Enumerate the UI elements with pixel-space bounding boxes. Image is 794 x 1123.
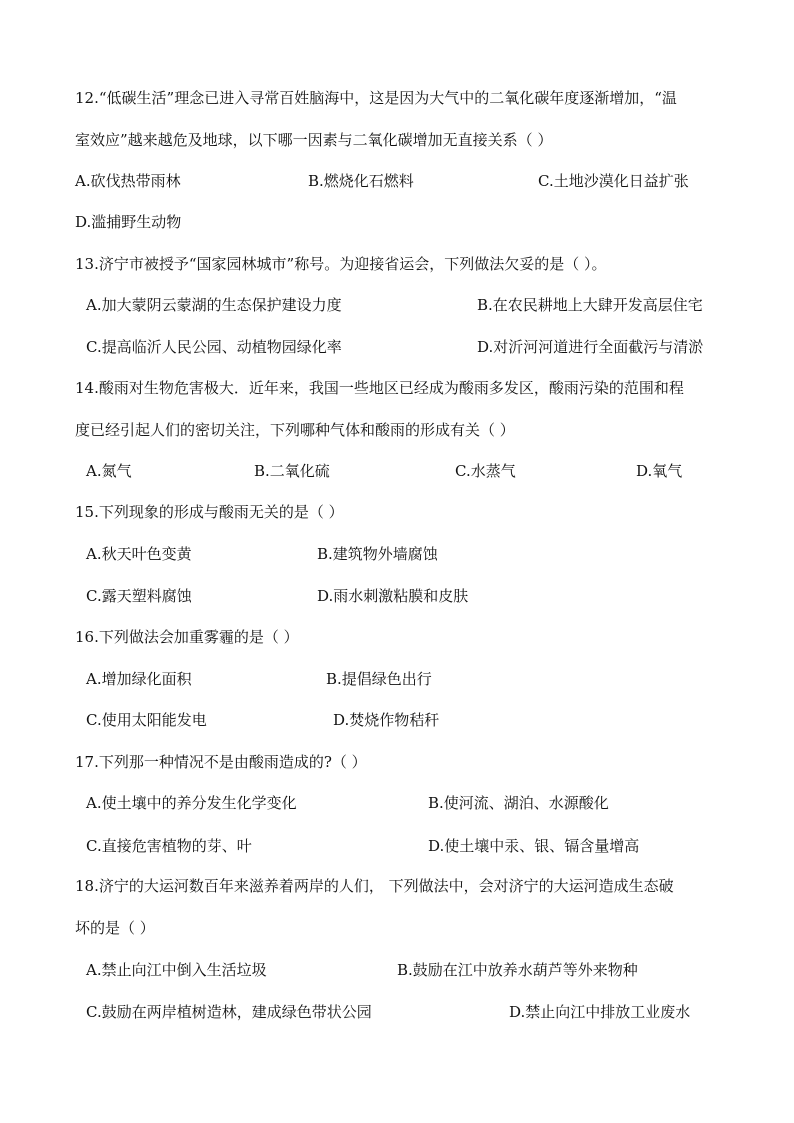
question-15-option-d: D.雨水刺激粘膜和皮肤 bbox=[317, 587, 469, 605]
question-17-option-c: C.直接危害植物的芽、叶 bbox=[86, 837, 252, 855]
question-14-option-d: D.氧气 bbox=[636, 462, 683, 480]
question-16-stem: 16.下列做法会加重雾霾的是（ ） bbox=[75, 628, 299, 646]
question-18-stem-line-1: 18.济宁的大运河数百年来滋养着两岸的人们， 下列做法中，会对济宁的大运河造成生态破 bbox=[75, 877, 674, 895]
question-13-option-d: D.对沂河河道进行全面截污与清淤 bbox=[477, 338, 704, 356]
question-15-option-a: A.秋天叶色变黄 bbox=[86, 545, 192, 563]
question-12-option-a: A.砍伐热带雨林 bbox=[75, 172, 181, 190]
question-17-option-a: A.使土壤中的养分发生化学变化 bbox=[86, 794, 297, 812]
question-14-option-c: C.水蒸气 bbox=[455, 462, 516, 480]
question-15-option-b: B.建筑物外墙腐蚀 bbox=[317, 545, 438, 563]
question-16-option-d: D.焚烧作物秸秆 bbox=[333, 711, 440, 729]
question-18-option-c: C.鼓励在两岸植树造林，建成绿色带状公园 bbox=[86, 1003, 372, 1021]
question-17-option-b: B.使河流、湖泊、水源酸化 bbox=[428, 794, 609, 812]
question-18-option-b: B.鼓励在江中放养水葫芦等外来物种 bbox=[397, 961, 638, 979]
question-16-option-b: B.提倡绿色出行 bbox=[326, 670, 432, 688]
question-14-option-b: B.二氧化硫 bbox=[254, 462, 330, 480]
question-16-option-a: A.增加绿化面积 bbox=[86, 670, 192, 688]
question-12-stem-line-1: 12.“低碳生活”理念已进入寻常百姓脑海中，这是因为大气中的二氧化碳年度逐渐增加，“温 bbox=[75, 89, 677, 107]
question-13-option-a: A.加大蒙阴云蒙湖的生态保护建设力度 bbox=[86, 296, 342, 314]
question-15-stem: 15.下列现象的形成与酸雨无关的是（ ） bbox=[75, 503, 344, 521]
question-18-option-a: A.禁止向江中倒入生活垃圾 bbox=[86, 961, 267, 979]
question-12-option-b: B.燃烧化石燃料 bbox=[308, 172, 414, 190]
question-13-option-c: C.提高临沂人民公园、动植物园绿化率 bbox=[86, 338, 342, 356]
question-18-option-d: D.禁止向江中排放工业废水 bbox=[509, 1003, 691, 1021]
question-14-stem-line-1: 14.酸雨对生物危害极大．近年来，我国一些地区已经成为酸雨多发区，酸雨污染的范围和程 bbox=[75, 379, 684, 397]
question-12-option-d: D.滥捕野生动物 bbox=[75, 213, 182, 231]
question-13-stem: 13.济宁市被授予“国家园林城市”称号。为迎接省运会，下列做法欠妥的是（ ）。 bbox=[75, 255, 607, 273]
question-18-stem-line-2: 坏的是（ ） bbox=[75, 919, 155, 937]
question-17-option-d: D.使土壤中汞、银、镉含量增高 bbox=[428, 837, 640, 855]
question-17-stem: 17.下列那一种情况不是由酸雨造成的?（ ） bbox=[75, 753, 367, 771]
question-14-option-a: A.氮气 bbox=[86, 462, 132, 480]
question-16-option-c: C.使用太阳能发电 bbox=[86, 711, 207, 729]
question-12-option-c: C.土地沙漠化日益扩张 bbox=[538, 172, 689, 190]
question-14-stem-line-2: 度已经引起人们的密切关注，下列哪种气体和酸雨的形成有关（ ） bbox=[75, 421, 515, 439]
question-12-stem-line-2: 室效应”越来越危及地球，以下哪一因素与二氧化碳增加无直接关系（ ） bbox=[75, 131, 553, 149]
question-15-option-c: C.露天塑料腐蚀 bbox=[86, 587, 192, 605]
question-13-option-b: B.在农民耕地上大肆开发高层住宅 bbox=[477, 296, 703, 314]
